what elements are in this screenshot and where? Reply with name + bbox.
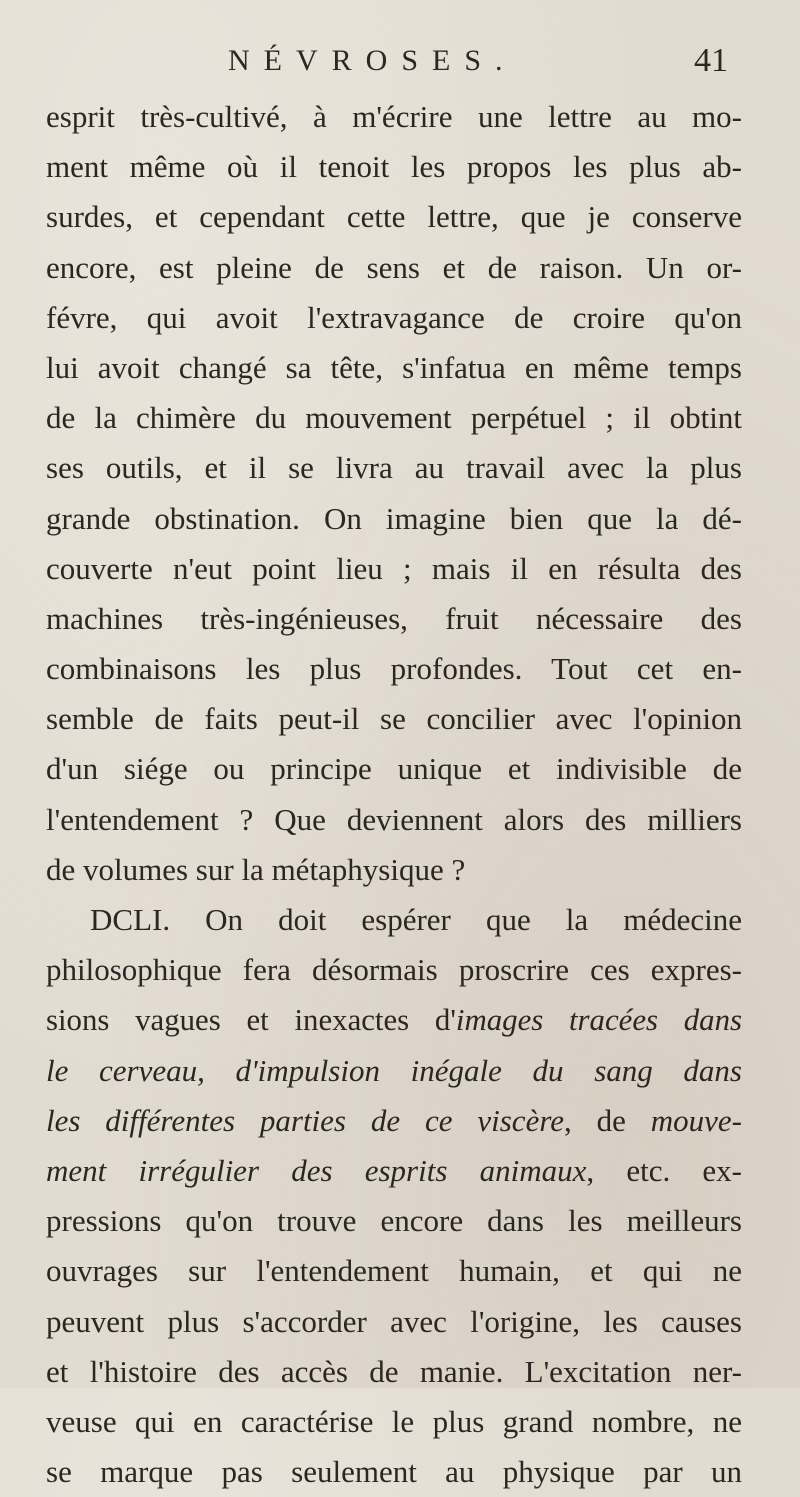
italic-run: ment irrégulier des esprits animaux [46, 1152, 587, 1188]
text-line: de la chimère du mouvement perpétuel ; il obtint [46, 400, 742, 436]
section-start-line: DCLI. On doit espérer que la médecine [90, 902, 742, 937]
text-line: veuse qui en caractérise le plus grand nombre, ne [46, 1403, 742, 1439]
italic-run: mouve- [650, 1102, 742, 1138]
text-line [46, 1146, 742, 1196]
text-line [46, 1096, 742, 1146]
text-line: combinaisons les plus profondes. Tout cet en- [46, 651, 742, 687]
page-number: 41 [694, 42, 728, 79]
text-line: philosophique fera désormais proscrire ces expres- [46, 952, 742, 988]
text-line: pressions qu'on trouve encore dans les meilleurs [46, 1203, 742, 1239]
text-line: se marque pas seulement au physique par un [46, 1454, 742, 1490]
text-line: ses outils, et il se livra au travail avec la plus [46, 450, 742, 486]
text-line: ouvrages sur l'entendement humain, et qui ne [46, 1253, 742, 1289]
paragraph-end-line: de volumes sur la métaphysique ? [46, 851, 466, 887]
italic-run: les différentes parties de ce viscère [46, 1102, 565, 1138]
text-line: ment même où il tenoit les propos les plus ab- [46, 149, 742, 185]
italic-run: images tracées dans [455, 1003, 743, 1038]
text-line: peuvent plus s'accorder avec l'origine, les causes [46, 1303, 742, 1339]
text-line: et l'histoire des accès de manie. L'excitation ner- [46, 1353, 742, 1389]
text-run: , etc. ex- [586, 1152, 742, 1188]
running-head [0, 44, 800, 88]
text-line: encore, est pleine de sens et de raison. Un or- [46, 249, 742, 285]
italic-line: le cerveau, d'impulsion inégale du sang dans [46, 1052, 742, 1088]
text-run: , de [564, 1102, 651, 1138]
text-line: l'entendement ? Que deviennent alors des milliers [46, 801, 742, 837]
text-line: lui avoit changé sa tête, s'infatua en même temps [46, 349, 742, 385]
running-head-title: NÉVROSES. [228, 44, 517, 77]
body-text [46, 92, 742, 1497]
text-line: esprit très-cultivé, à m'écrire une lettre au mo- [46, 99, 742, 134]
text-line: grande obstination. On imagine bien que la dé- [46, 500, 742, 536]
text-line: févre, qui avoit l'extravagance de croire qu'on [46, 299, 742, 335]
text-line: d'un siége ou principe unique et indivisible de [46, 751, 742, 787]
text-line [46, 995, 742, 1045]
text-line: couverte n'eut point lieu ; mais il en résulta des [46, 550, 742, 586]
text-line: semble de faits peut-il se concilier avec l'opinion [46, 701, 742, 737]
text-run: sions vagues et inexactes d' [46, 1003, 456, 1038]
text-line: machines très-ingénieuses, fruit nécessaire des [46, 600, 742, 636]
text-line: surdes, et cependant cette lettre, que je conserve [46, 199, 742, 235]
